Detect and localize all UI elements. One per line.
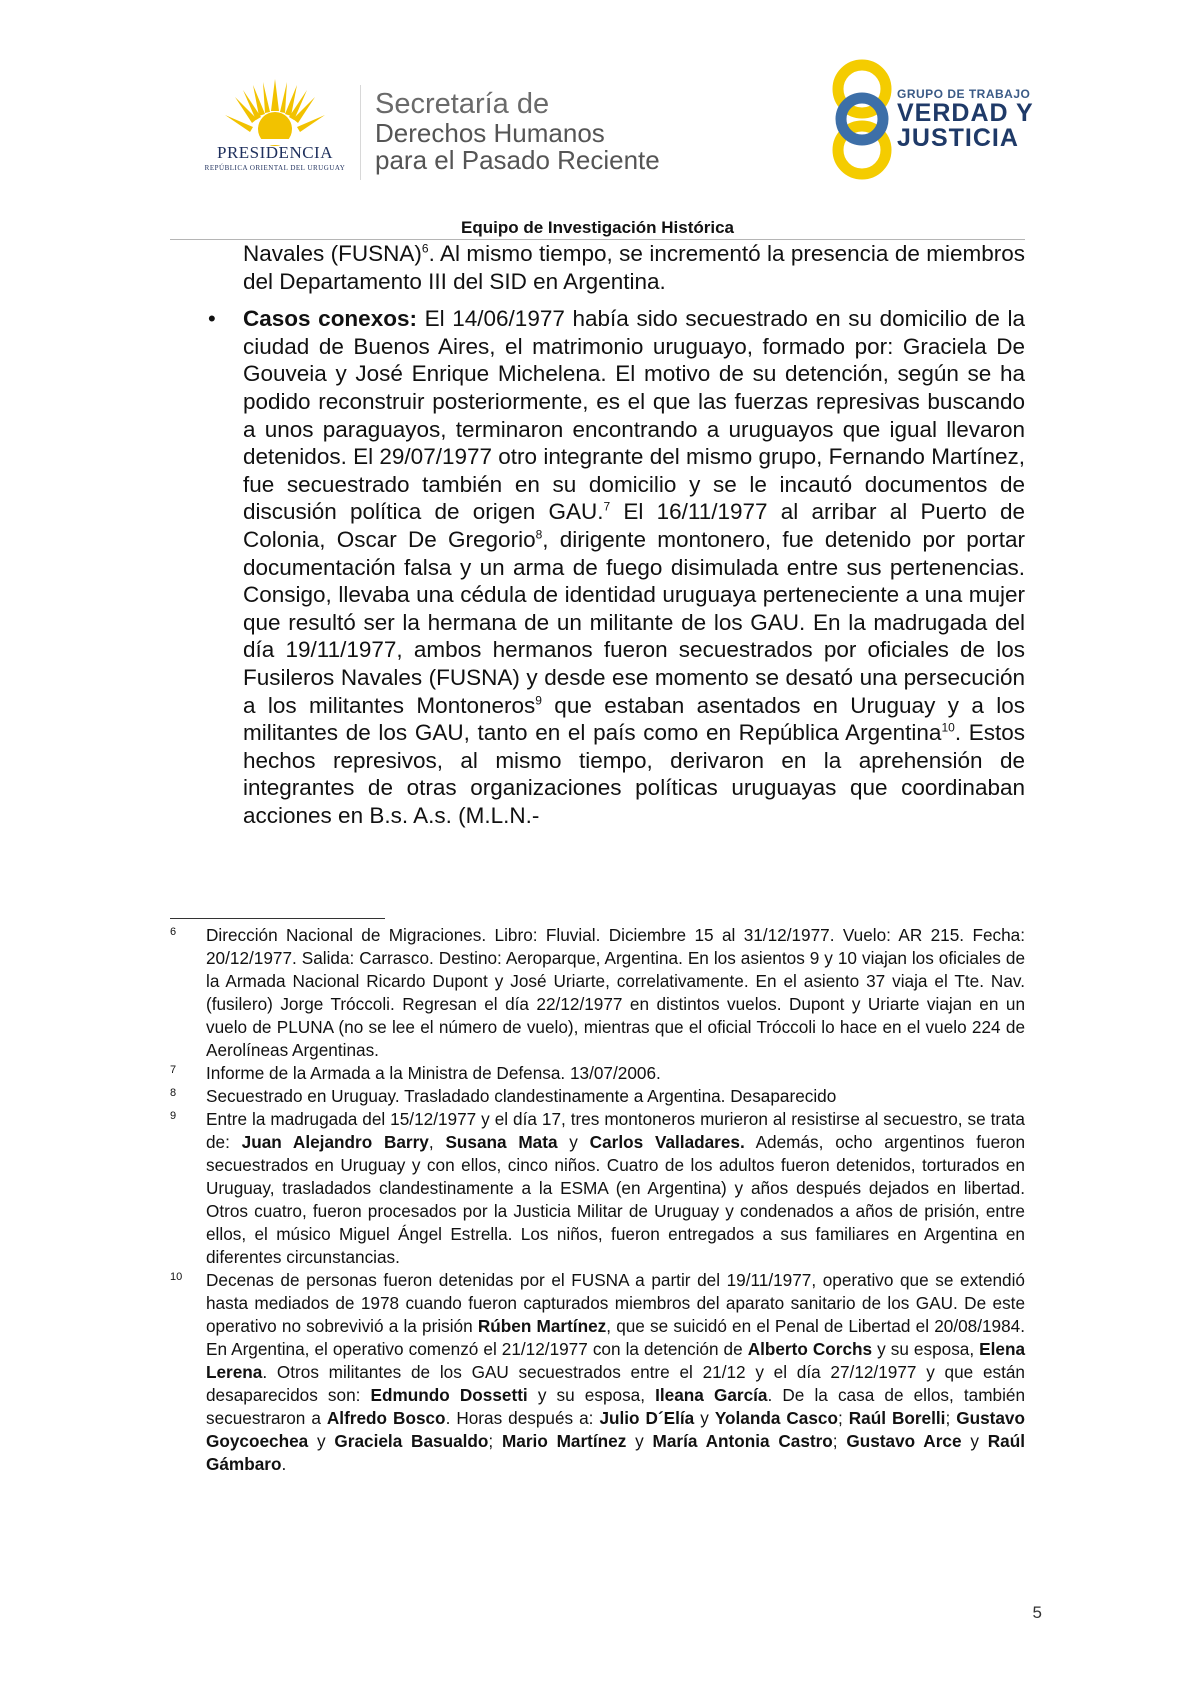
footnote-ref-7: 7	[603, 499, 611, 514]
presidencia-wordmark	[200, 143, 350, 172]
victim-name: Elena Lerena	[206, 1339, 1026, 1382]
footnote-text: Además, ocho argentinos fueron secuestrados en Uruguay y con ellos, cinco niños. Cuatro de los adultos fueron detenidos, torturados en Uruguay, trasladados clandestinamente a la ESMA (en Argentina) y años después dejados en libertad. Otros cuatro, fueron procesados por la Justicia Militar de Uruguay y condenados a años de prisión, entre ellos, el músico Miguel Ángel Estrella. Los niños, fueron entregados a sus familiares en Argentina en diferentes circunstancias.	[206, 1132, 1026, 1267]
victim-name: Gustavo Arce	[846, 1431, 962, 1451]
victim-name: Mario Martínez	[501, 1431, 627, 1451]
victim-name: Edmundo Dossetti	[370, 1385, 528, 1405]
footnote-number: 8	[170, 1087, 177, 1099]
bullet-icon: •	[208, 306, 216, 332]
footnote-7	[170, 1062, 1025, 1085]
continuation-text: Navales (FUSNA)	[243, 241, 422, 266]
footnote-ref-9: 9	[535, 693, 542, 707]
victim-name: Raúl Borelli	[848, 1408, 946, 1428]
footnote-number: 6	[170, 926, 177, 938]
secretaria-line-1: Secretaría de	[375, 88, 550, 120]
body-text	[208, 240, 1026, 829]
footnote-text: y	[557, 1132, 590, 1152]
presidencia-subtitle: REPÚBLICA ORIENTAL DEL URUGUAY	[204, 164, 346, 172]
victim-name: Rúben Martínez	[477, 1316, 607, 1336]
footnote-ref-8: 8	[535, 527, 543, 542]
footnote-text: y	[961, 1431, 988, 1451]
linked-rings-icon	[822, 57, 902, 182]
grupo-trabajo-wordmark	[897, 87, 1034, 151]
footnote-text: . Otros militantes de los GAU secuestrados entre el 21/12 y el día 27/12/1977 y que están desaparecidos son:	[206, 1362, 1025, 1405]
footnote-text: y su esposa,	[872, 1339, 980, 1359]
victim-name: Ileana García	[655, 1385, 768, 1405]
paragraph-part-5: . Estos hechos represivos, al mismo tiempo, derivaron en la aprehensión de integrantes de otras organizaciones políticas uruguayas que coordinaban acciones en B.s. A.s. (M.L.N.-	[243, 720, 1026, 828]
footnote-text: .	[281, 1454, 287, 1474]
footnotes	[170, 924, 1025, 1476]
footnote-number: 9	[170, 1110, 177, 1122]
victim-name: María Antonia Castro	[652, 1431, 833, 1451]
footnote-text: , que se suicidó en el Penal de Libertad el 20/08/1984. En Argentina, el operativo comenzó el 21/12/1977 con la detención de	[206, 1316, 1026, 1359]
grupo-trabajo-label: GRUPO DE TRABAJO	[897, 87, 1031, 101]
footnote-text: Entre la madrugada del 15/12/1977 y el día 17, tres montoneros murieron al resistirse al secuestro, se trata de:	[206, 1109, 1025, 1152]
secretaria-line-3: para el Pasado Reciente	[375, 145, 660, 175]
footnote-number: 7	[170, 1064, 177, 1076]
bullet-casos-conexos	[208, 305, 1026, 829]
footnote-8	[170, 1085, 1025, 1108]
footnote-text: y	[308, 1431, 335, 1451]
continuation-rest: . Al mismo tiempo, se incrementó la presencia de miembros del Departamento III del SID en Argentina.	[243, 241, 1026, 294]
paragraph-part-4: que estaban asentados en Uruguay y a los militantes de los GAU, tanto en el país como en República Argentina	[243, 692, 1025, 746]
footnote-separator	[170, 918, 385, 919]
page-header	[0, 55, 1190, 185]
paragraph-part-3: , dirigente montonero, fue detenido por portar documentación falsa y un arma de fuego disimulada entre sus pertenencias. Consigo, llevaba una cédula de identidad uruguaya perteneciente a una mujer que resultó ser la hermana de un militante de los GAU. En la madrugada del día 19/11/1977, ambos hermanos fueron secuestrados por oficiales de los Fusileros Navales (FUSNA) y desde ese momento se desató una persecución a los militantes Montoneros	[243, 526, 1025, 718]
victim-name: Susana Mata	[445, 1132, 558, 1152]
verdad-label: VERDAD Y	[897, 99, 1034, 127]
footnote-text: . Horas después a:	[445, 1408, 600, 1428]
paragraph-part-2: El 16/11/1977 al arribar al Puerto de Colonia, Oscar De Gregorio	[243, 499, 1025, 552]
footnote-text: . De la casa de ellos, también secuestraron a	[206, 1385, 1026, 1428]
continuation-paragraph	[243, 240, 1025, 295]
victim-name: Yolanda Casco	[714, 1408, 838, 1428]
footnote-9	[170, 1108, 1025, 1269]
victim-name: Juan Alejandro Barry	[241, 1132, 429, 1152]
victim-name: Gustavo Goycoechea	[206, 1408, 1025, 1451]
footnote-text: Dirección Nacional de Migraciones. Libro: Fluvial. Diciembre 15 al 31/12/1977. Vuelo: AR 215. Fecha: 20/12/1977. Salida: Carrasco. Destino: Aeroparque, Argentina. En los asientos 9 y 10 viajan los oficiales de la Armada Nacional Ricardo Dupont y José Uriarte, correlativamente. En el asiento 37 viaja el Tte. Nav. (fusilero) Jorge Tróccoli. Regresan el día 22/12/1977 en distintos vuelos. Dupont y Uriarte viajan en un vuelo de PLUNA (no se lee el número de vuelo), mientras que el oficial Tróccoli lo hace en el vuelo 224 de Aerolíneas Argentinas.	[206, 925, 1025, 1060]
footnote-text: Decenas de personas fueron detenidas por el FUSNA a partir del 19/11/1977, operativo que se extendió hasta mediados de 1978 cuando fueron capturados miembros del aparato sanitario de los GAU. De este operativo no sobrevivió a la prisión	[206, 1270, 1025, 1336]
footnote-text: ;	[945, 1408, 957, 1428]
footnote-text: ;	[488, 1431, 502, 1451]
paragraph-part-1: El 14/06/1977 había sido secuestrado en su domicilio de la ciudad de Buenos Aires, el matrimonio uruguayo, formado por: Graciela De Gouveia y José Enrique Michelena. El motivo de su detención, según se ha podido reconstruir posteriormente, es el que las fuerzas represivas buscando a unos paraguayos, terminaron encontrando a uruguayos que igual llevaron detenidos. El 29/07/1977 otro integrante del mismo grupo, Fernando Martínez, fue secuestrado también en su domicilio y se le incautó documentos de discusión política de origen GAU.	[243, 306, 1025, 525]
victim-name: Raúl Gámbaro	[206, 1431, 1025, 1474]
footnote-text: y	[626, 1431, 653, 1451]
footnote-text: y su esposa,	[527, 1385, 656, 1405]
victim-name: Alfredo Bosco	[326, 1408, 446, 1428]
page-number: 5	[1032, 1603, 1042, 1622]
victim-name: Alberto Corchs	[747, 1339, 873, 1359]
footnote-text: ;	[832, 1431, 847, 1451]
footnote-6	[170, 924, 1025, 1062]
footnote-ref-6: 6	[421, 241, 429, 256]
footnote-text: ,	[428, 1132, 446, 1152]
victim-name: Julio D´Elía	[599, 1408, 695, 1428]
justicia-label: JUSTICIA	[897, 124, 1019, 152]
footnote-text: y	[694, 1408, 715, 1428]
victim-name: Graciela Basualdo	[334, 1431, 489, 1451]
running-head: Equipo de Investigación Histórica	[461, 218, 734, 237]
footnote-text: Secuestrado en Uruguay. Trasladado clandestinamente a Argentina. Desaparecido	[206, 1086, 837, 1106]
presidencia-name: PRESIDENCIA	[216, 143, 333, 162]
secretaria-line-2: Derechos Humanos	[375, 118, 605, 148]
footnote-number: 10	[170, 1271, 183, 1283]
secretaria-wordmark	[375, 89, 660, 174]
victim-name: Carlos Valladares.	[589, 1132, 745, 1152]
footnote-text: ;	[837, 1408, 849, 1428]
footnote-10	[170, 1269, 1025, 1476]
footnote-text: Informe de la Armada a la Ministra de Defensa. 13/07/2006.	[206, 1063, 661, 1083]
bullet-label: Casos conexos:	[243, 306, 417, 332]
logo-divider	[360, 85, 361, 180]
footnote-ref-10: 10	[941, 720, 955, 735]
